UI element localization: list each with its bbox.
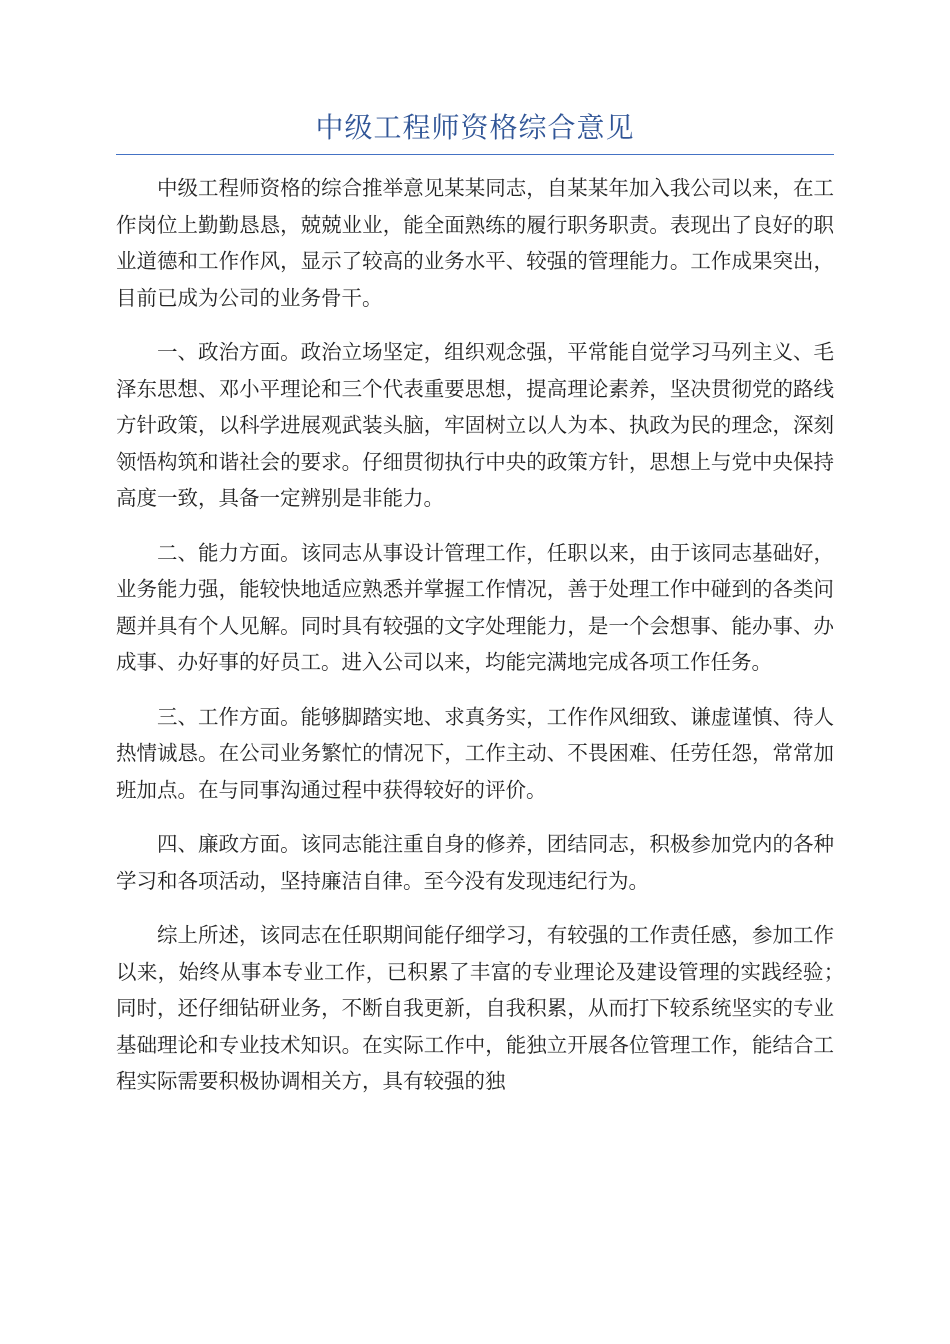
- paragraph-integrity: 四、廉政方面。该同志能注重自身的修养，团结同志，积极参加党内的各种学习和各项活动，坚持廉洁自律。至今没有发现违纪行为。: [116, 832, 834, 893]
- paragraph-intro: 中级工程师资格的综合推举意见某某同志，自某某年加入我公司以来，在工作岗位上勤勤恳恳，兢兢业业，能全面熟练的履行职务职责。表现出了良好的职业道德和工作作风，显示了较高的业务水平、较强的管理能力。工作成果突出，目前已成为公司的业务骨干。: [116, 176, 834, 310]
- title-underline: [116, 154, 834, 155]
- paragraph-political: 一、政治方面。政治立场坚定，组织观念强，平常能自觉学习马列主义、毛泽东思想、邓小平理论和三个代表重要思想，提高理论素养，坚决贯彻党的路线方针政策，以科学进展观武装头脑，牢固树立以人为本、执政为民的理念，深刻领悟构筑和谐社会的要求。仔细贯彻执行中央的政策方针，思想上与党中央保持高度一致，具备一定辨别是非能力。: [116, 340, 834, 510]
- paragraph-ability: 二、能力方面。该同志从事设计管理工作，任职以来，由于该同志基础好，业务能力强，能较快地适应熟悉并掌握工作情况，善于处理工作中碰到的各类问题并具有个人见解。同时具有较强的文字处理能力，是一个会想事、能办事、办成事、办好事的好员工。进入公司以来，均能完满地完成各项工作任务。: [116, 540, 834, 674]
- paragraph-summary: 综上所述，该同志在任职期间能仔细学习，有较强的工作责任感，参加工作以来，始终从事本专业工作，已积累了丰富的专业理论及建设管理的实践经验； 同时，还仔细钻研业务，不断自我更新，自我积累，从而打下较系统坚实的专业基础理论和专业技术知识。在实际工作中，能独立开展各位管理工作，能结合工程实际需要积极协调相关方，具有较强的独: [116, 923, 855, 1093]
- document-title: 中级工程师资格综合意见: [315, 111, 635, 144]
- paragraph-work: 三、工作方面。能够脚踏实地、求真务实，工作作风细致、谦虚谨慎、待人热情诚恳。在公司业务繁忙的情况下，工作主动、不畏困难、任劳任怨，常常加班加点。在与同事沟通过程中获得较好的评价。: [116, 704, 834, 802]
- document-body: [116, 170, 855, 1118]
